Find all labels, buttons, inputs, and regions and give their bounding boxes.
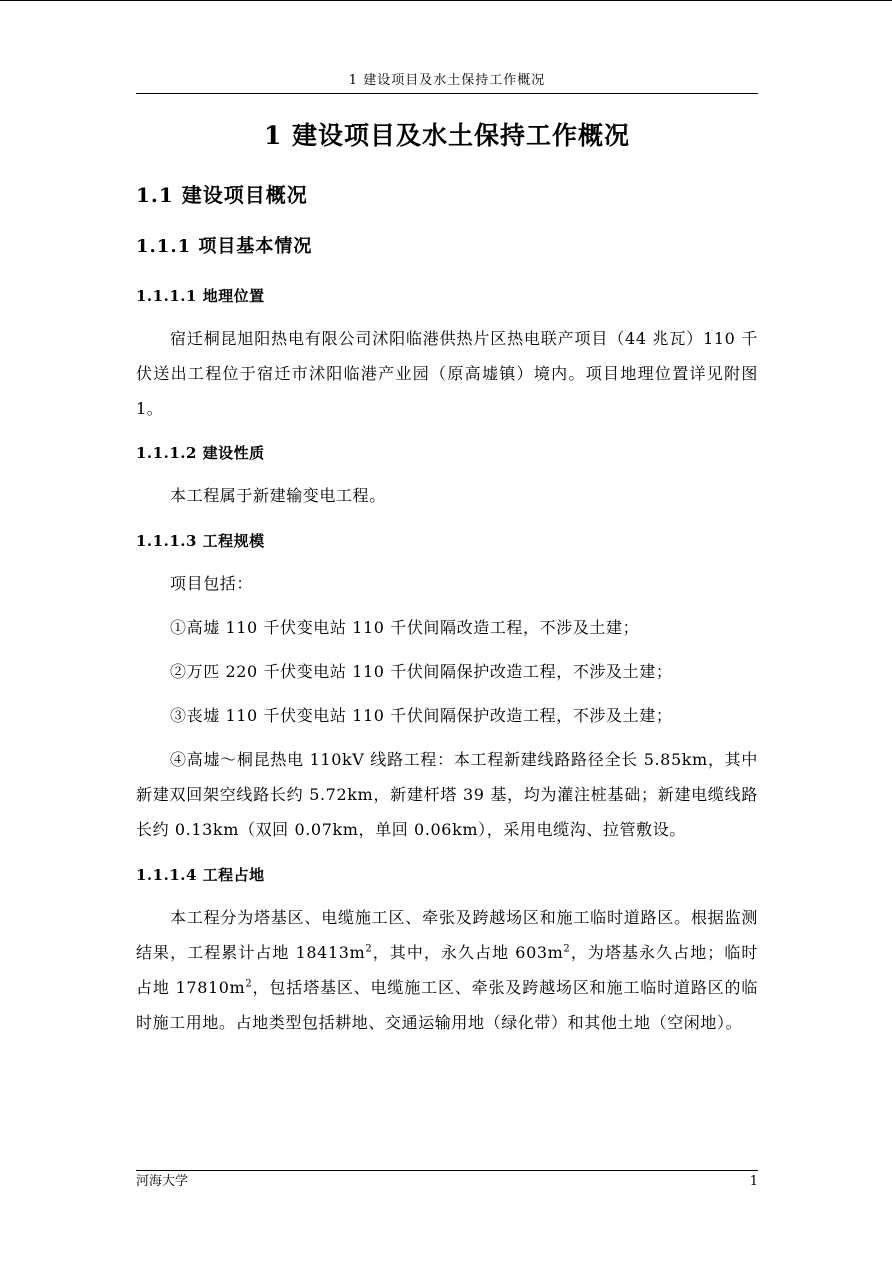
paragraph-land-occupation [136,900,758,1040]
paragraph-construction-nature: 本工程属于新建输变电工程。 [170,486,386,505]
list-item-scale-1: ①高墟 110 千伏变电站 110 千伏间隔改造工程，不涉及土建； [170,618,640,637]
section-heading-geographic-location: 1.1.1.1 地理位置 [136,287,265,305]
chapter-title: 1 建设项目及水土保持工作概况 [263,121,631,150]
list-item-scale-4: ④高墟～桐昆热电 110kV 线路工程：本工程新建线路路径全长 5.85km，其中新建双回架空线路长约 5.72km，新建杆塔 39 基，均为灌注桩基础；新建电缆线路长约 0.13km（双回 0.07km，单回 0.06km），采用电缆沟、拉管敷设。 [136,750,758,839]
section-heading-1-1: 1.1 建设项目概况 [136,183,308,207]
footer-institution: 河海大学 [136,1174,189,1189]
superscript-squared-2: 2 [563,943,571,955]
section-heading-land-occupation: 1.1.1.4 工程占地 [136,866,265,884]
page-top-border [0,0,892,1]
list-item-scale-3: ③丧墟 110 千伏变电站 110 千伏间隔保护改造工程，不涉及土建； [170,706,673,725]
land-text-part-3: ，为塔基永久占地；临时占地 17810m [136,943,758,997]
paragraph-project-scale-intro: 项目包括： [170,574,254,593]
header-rule [136,93,758,94]
section-heading-1-1-1: 1.1.1 项目基本情况 [136,236,313,257]
land-text-part-1: 本工程分为塔基区、电缆施工区、牵张及跨越场区和施工临时道路区。根据监测结果，工程累计占地 18413m [136,908,758,962]
paragraph-geographic-location: 宿迁桐昆旭阳热电有限公司沭阳临港供热片区热电联产项目（44 兆瓦）110 千伏送出工程位于宿迁市沭阳临港产业园（原高墟镇）境内。项目地理位置详见附图 1。 [136,329,758,418]
list-item-scale-2: ②万匹 220 千伏变电站 110 千伏间隔保护改造工程，不涉及土建； [170,662,673,681]
superscript-squared-1: 2 [365,943,373,955]
running-header: 1 建设项目及水土保持工作概况 [348,73,546,88]
footer-rule [136,1170,758,1171]
land-text-part-4: ，包括塔基区、电缆施工区、牵张及跨越场区和施工临时道路区的临时施工用地。占地类型包括耕地、交通运输用地（绿化带）和其他土地（空闲地）。 [136,978,758,1032]
land-text-part-2: ，其中，永久占地 603m [372,943,564,962]
section-heading-project-scale: 1.1.1.3 工程规模 [136,532,265,550]
superscript-squared-3: 2 [245,978,253,990]
footer-page-number: 1 [749,1174,758,1189]
section-heading-construction-nature: 1.1.1.2 建设性质 [136,444,265,462]
